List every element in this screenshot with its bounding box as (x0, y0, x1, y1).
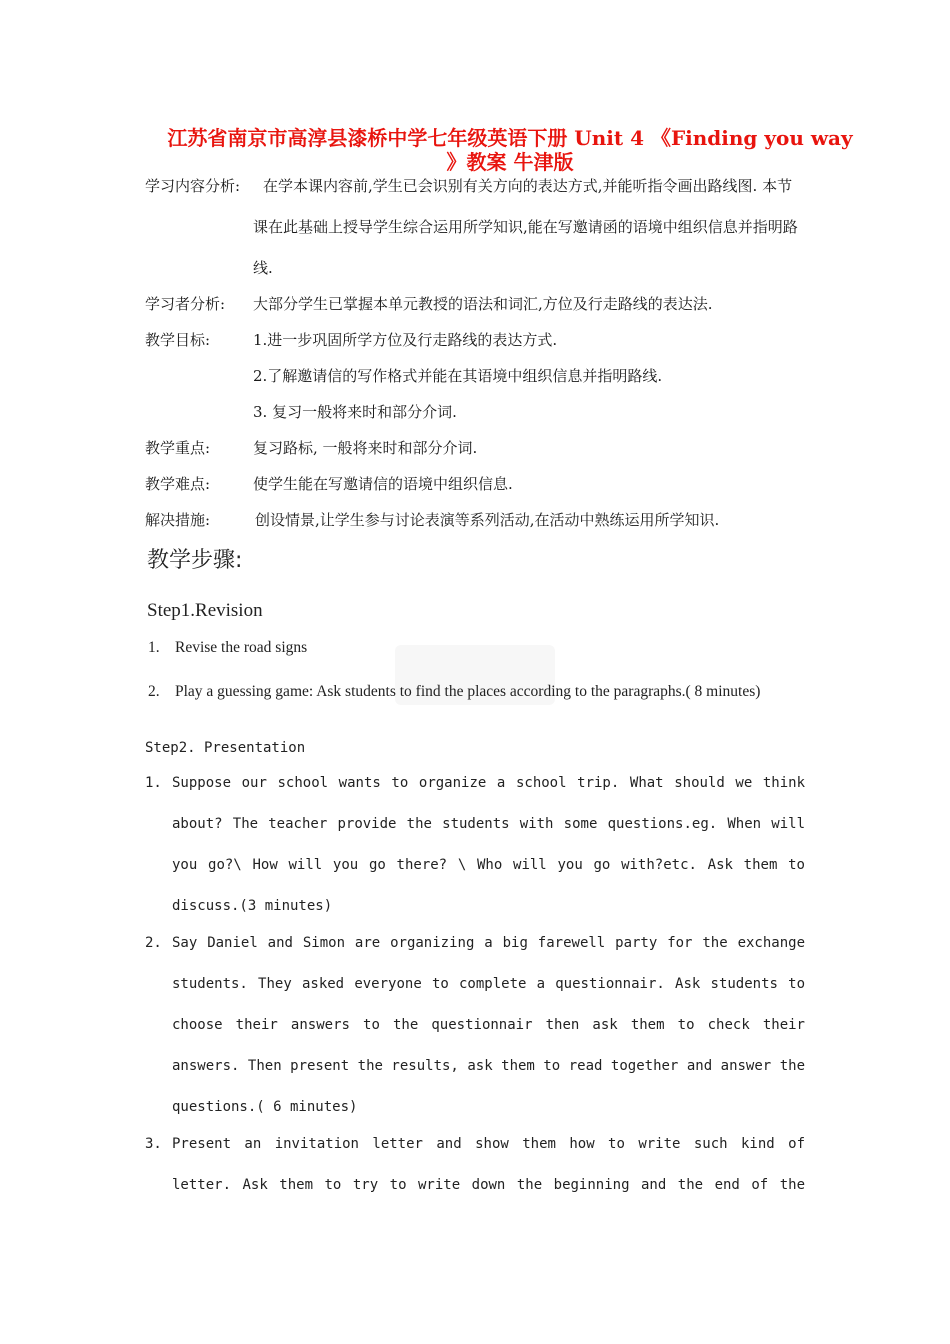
teaching-goal-item: 1.进一步巩固所学方位及行走路线的表达方式. (253, 331, 558, 349)
step2-item-line: Say Daniel and Simon are organizing a big farewell party for the exchange (172, 935, 805, 951)
step2-item-number: 3. (145, 1136, 162, 1152)
document-title (140, 126, 880, 174)
step1-item-number: 1. (148, 639, 160, 656)
learner-analysis-text: 大部分学生已掌握本单元教授的语法和词汇,方位及行走路线的表达法. (253, 295, 713, 313)
step1-item-number: 2. (148, 683, 160, 700)
teaching-goals-label: 教学目标: (145, 331, 211, 349)
step1-item-text: Revise the road signs (175, 639, 308, 656)
title-line-2: 》教案 牛津版 (446, 150, 574, 174)
content-analysis-line: 线. (253, 259, 273, 277)
teaching-goal-item: 2.了解邀请信的写作格式并能在其语境中组织信息并指明路线. (253, 367, 663, 385)
key-points-label: 教学重点: (145, 439, 211, 457)
step2-heading: Step2. Presentation (145, 740, 306, 756)
step2-item-line: letter. Ask them to try to write down the beginning and the end of the (172, 1177, 805, 1193)
step1-heading: Step1.Revision (147, 600, 263, 621)
difficulties-label: 教学难点: (145, 475, 211, 493)
title-line-1: 江苏省南京市高淳县漆桥中学七年级英语下册 Unit 4 《Finding you way (167, 126, 853, 150)
teaching-steps-heading: 教学步骤: (147, 548, 243, 573)
step2-item-line: about? The teacher provide the students with some questions.eg. When will (172, 816, 805, 832)
content-analysis-line: 课在此基础上授导学生综合运用所学知识,能在写邀请函的语境中组织信息并指明路 (253, 218, 798, 236)
measures-text: 创设情景,让学生参与讨论表演等系列活动,在活动中熟练运用所学知识. (255, 511, 720, 529)
step2-item-line: discuss.(3 minutes) (172, 898, 333, 914)
step2-item-line: students. They asked everyone to complete a questionnair. Ask students to (172, 976, 805, 992)
content-analysis-line: 在学本课内容前,学生已会识别有关方向的表达方式,并能听指令画出路线图. 本节 (263, 177, 793, 195)
difficulties-text: 使学生能在写邀请信的语境中组织信息. (253, 475, 513, 493)
step2-item-line: choose their answers to the questionnair then ask them to check their (172, 1017, 805, 1033)
content-analysis-label: 学习内容分析: (145, 177, 241, 195)
measures-label: 解决措施: (145, 511, 211, 529)
learner-analysis-label: 学习者分析: (145, 295, 226, 313)
step2-item-line: questions.( 6 minutes) (172, 1099, 358, 1115)
step2-item-line: Suppose our school wants to organize a school trip. What should we think (172, 775, 805, 791)
step2-item-line: answers. Then present the results, ask them to read together and answer the (172, 1058, 805, 1074)
step2-item-number: 1. (145, 775, 162, 791)
step1-item-text: Play a guessing game: Ask students to find the places according to the paragraphs.( 8 minutes) (175, 683, 761, 700)
step2-item-line: you go?\ How will you go there? \ Who will you go with?etc. Ask them to (172, 857, 805, 873)
step2-item-line: Present an invitation letter and show them how to write such kind of (172, 1136, 805, 1152)
key-points-text: 复习路标, 一般将来时和部分介词. (253, 439, 478, 457)
teaching-goal-item: 3. 复习一般将来时和部分介词. (253, 403, 457, 421)
step2-item-number: 2. (145, 935, 162, 951)
